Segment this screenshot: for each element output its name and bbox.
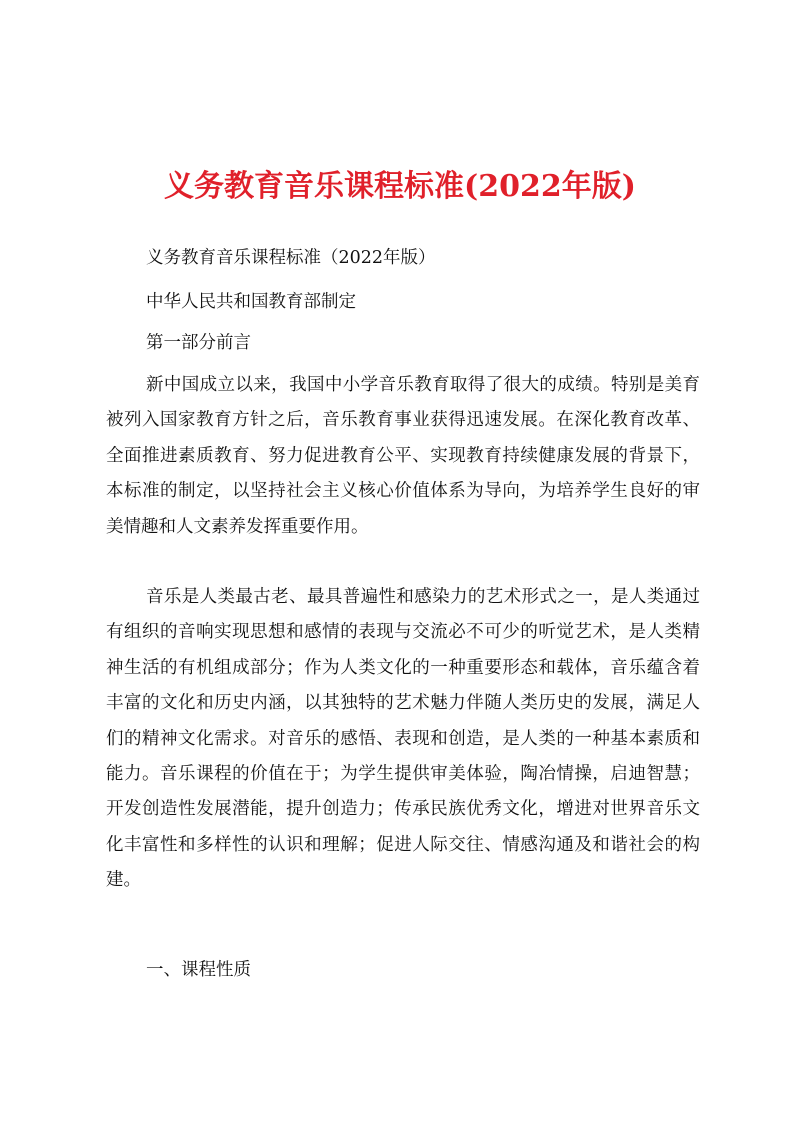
document-title: 义务教育音乐课程标准(2022年版) <box>164 169 636 204</box>
part-heading: 第一部分前言 <box>146 333 251 353</box>
subtitle-line: 义务教育音乐课程标准（2022年版） <box>146 248 436 268</box>
section-heading: 一、课程性质 <box>146 960 251 980</box>
paragraph-intro: 新中国成立以来，我国中小学音乐教育取得了很大的成绩。特别是美育被列入国家教育方针之后，音乐教育事业获得迅速发展。在深化教育改革、全面推进素质教育、努力促进教育公平、实现教育持续健康发展的背景下，本标准的制定，以坚持社会主义核心价值体系为导向，为培养学生良好的审美情趣和人文素养发挥重要作用。 <box>106 375 700 537</box>
issuer-line: 中华人民共和国教育部制定 <box>146 292 356 312</box>
paragraph-music-value: 音乐是人类最古老、最具普遍性和感染力的艺术形式之一，是人类通过有组织的音响实现思想和感情的表现与交流必不可少的听觉艺术，是人类精神生活的有机组成部分；作为人类文化的一种重要形态和载体，音乐蕴含着丰富的文化和历史内涵，以其独特的艺术魅力伴随人类历史的发展，满足人们的精神文化需求。对音乐的感悟、表现和创造，是人类的一种基本素质和能力。音乐课程的价值在于；为学生提供审美体验，陶冶情操，启迪智慧；开发创造性发展潜能，提升创造力；传承民族优秀文化，增进对世界音乐文化丰富性和多样性的认识和理解；促进人际交往、情感沟通及和谐社会的构建。 <box>106 587 700 891</box>
